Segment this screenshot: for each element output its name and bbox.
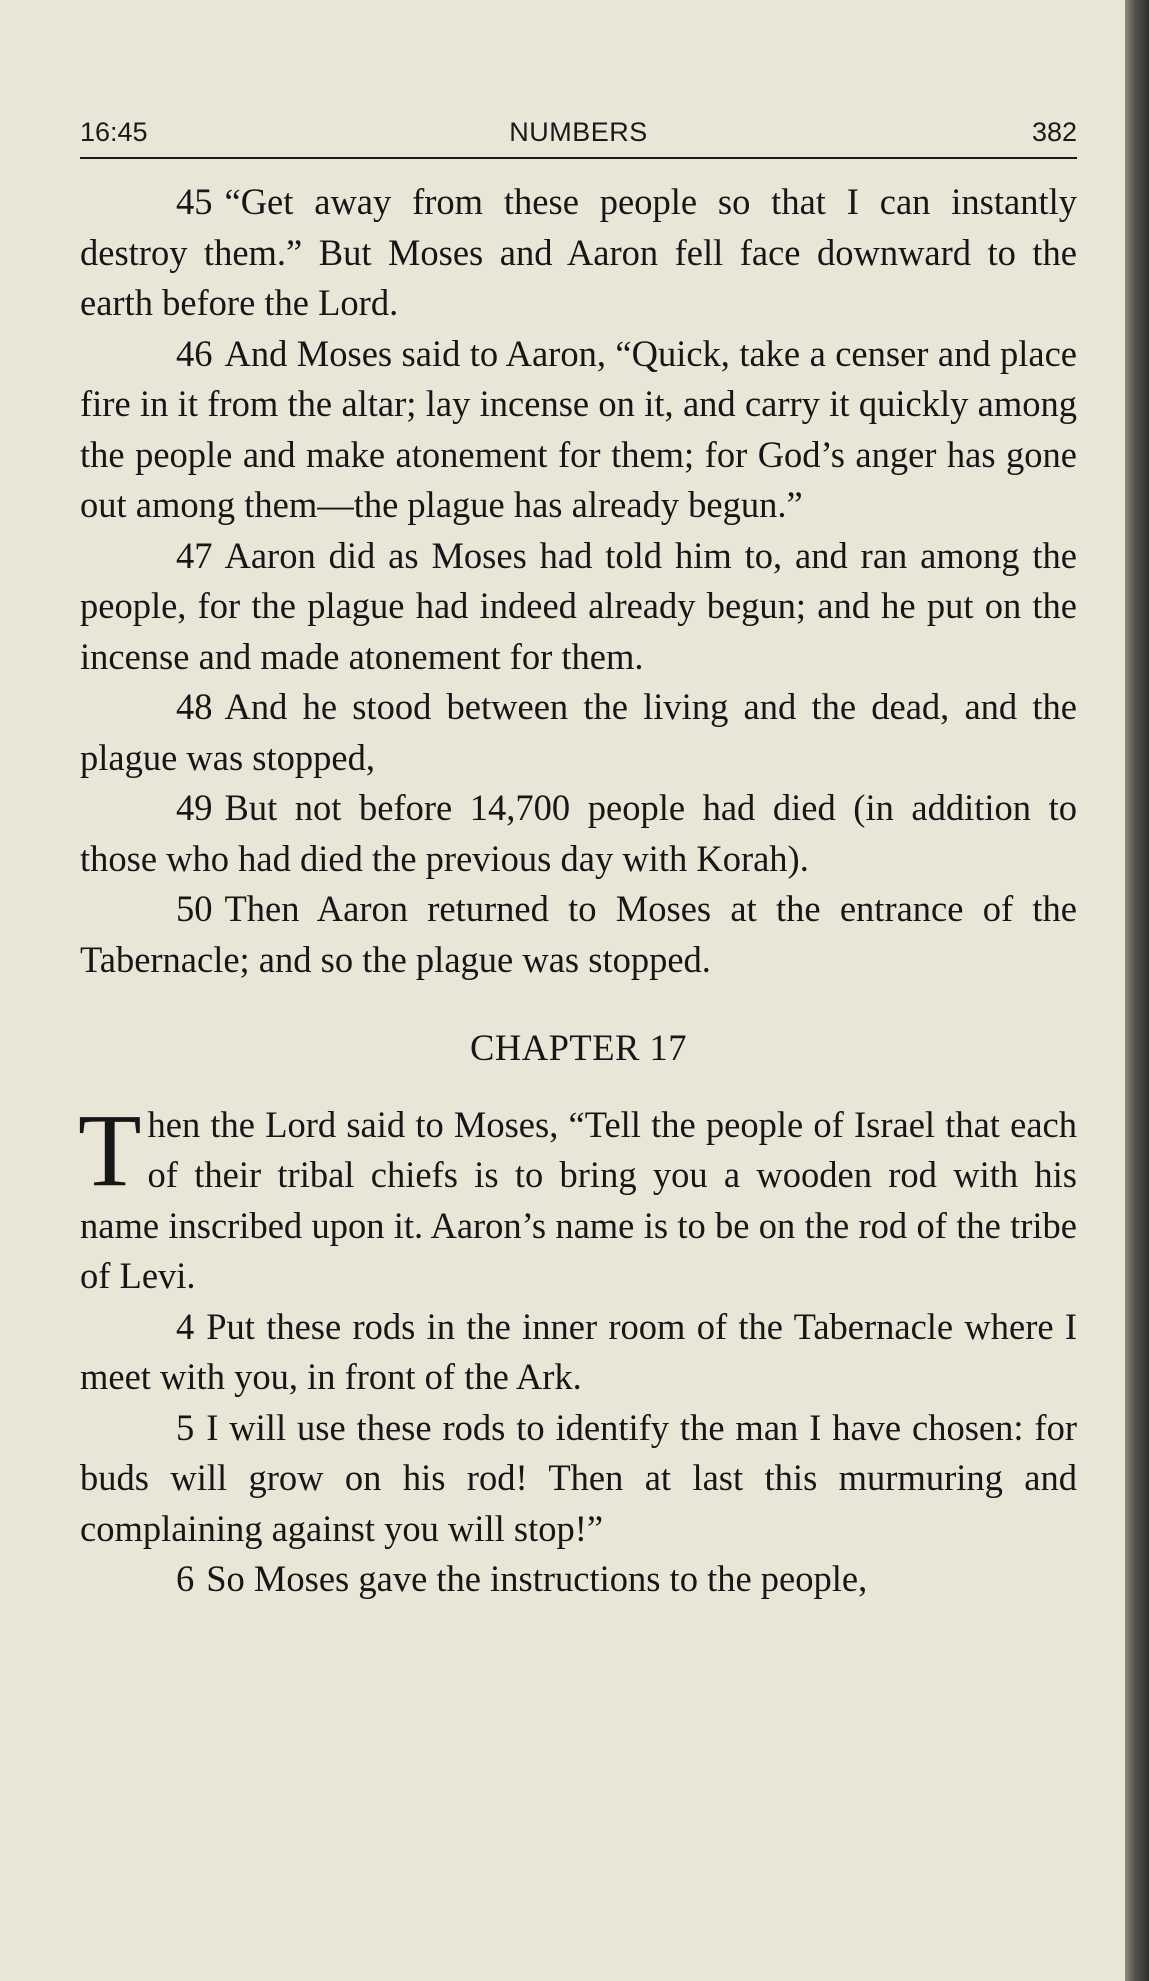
verse-number: 47: [176, 534, 213, 576]
verse-text: Then Aaron returned to Moses at the entrance of the Tabernacle; and so the plague was stopped.: [80, 888, 1077, 980]
verse-text: I will use these rods to identify the man I have chosen: for buds will grow on his rod! Then at last this murmuring and complaining against you will stop!”: [80, 1406, 1077, 1549]
verse-text: And he stood between the living and the dead, and the plague was stopped,: [80, 686, 1077, 778]
verse-text: “Get away from these people so that I can instantly destroy them.” But Moses and Aaron fell face downward to the earth before the Lord.: [80, 181, 1077, 323]
verse-text: Aaron did as Moses had told him to, and ran among the people, for the plague had indeed already begun; and he put on the incense and made atonement for them.: [80, 534, 1077, 677]
verse-number: 46: [176, 332, 213, 374]
verse-text: Put these rods in the inner room of the Tabernacle where I meet with you, in front of the Ark.: [80, 1305, 1077, 1397]
header-verse-reference: 16:45: [80, 117, 148, 147]
verse-number: 45: [176, 181, 213, 222]
page-body: [80, 177, 1077, 1605]
verse-46: [80, 329, 1077, 531]
verse-number: 50: [176, 888, 213, 929]
header-book-title: NUMBERS: [509, 117, 648, 147]
verse-text: So Moses gave the instructions to the people,: [206, 1558, 868, 1599]
verse-47: [80, 531, 1077, 683]
verse-number: 6: [176, 1558, 195, 1599]
chapter-heading: CHAPTER 17: [470, 1027, 687, 1068]
verse-number: 49: [176, 787, 213, 828]
verse-4: [80, 1302, 1077, 1403]
verse-49: [80, 783, 1077, 884]
verse-48: [80, 682, 1077, 783]
chapter-opening-paragraph: [78, 1092, 1077, 1302]
verse-text: But not before 14,700 people had died (in addition to those who had died the previous day with Korah).: [80, 787, 1077, 879]
running-header: [80, 113, 1077, 159]
verse-50: [80, 884, 1077, 985]
verse-45: [80, 177, 1077, 329]
verse-number: 48: [176, 686, 213, 727]
verse-5: [80, 1403, 1077, 1555]
verse-number: 5: [176, 1406, 195, 1448]
verse-number: 4: [176, 1305, 195, 1347]
header-page-number: 382: [1031, 117, 1077, 147]
chapter-opening-text: hen the Lord said to Moses, “Tell the people of Israel that each of their tribal chiefs is to bring you a wooden rod with his name inscribed upon it. Aaron’s name is to be on the rod of the tribe of Levi.: [80, 1103, 1077, 1296]
verse-text: And Moses said to Aaron, “Quick, take a censer and place fire in it from the altar; lay incense on it, and carry it quickly among the people and make atonement for them; for God’s anger has gone out among them—the plague has already begun.”: [80, 332, 1077, 525]
drop-cap-letter: T: [78, 1092, 142, 1208]
verse-6: [80, 1554, 1077, 1605]
page-edge-shadow: [1125, 0, 1149, 1981]
